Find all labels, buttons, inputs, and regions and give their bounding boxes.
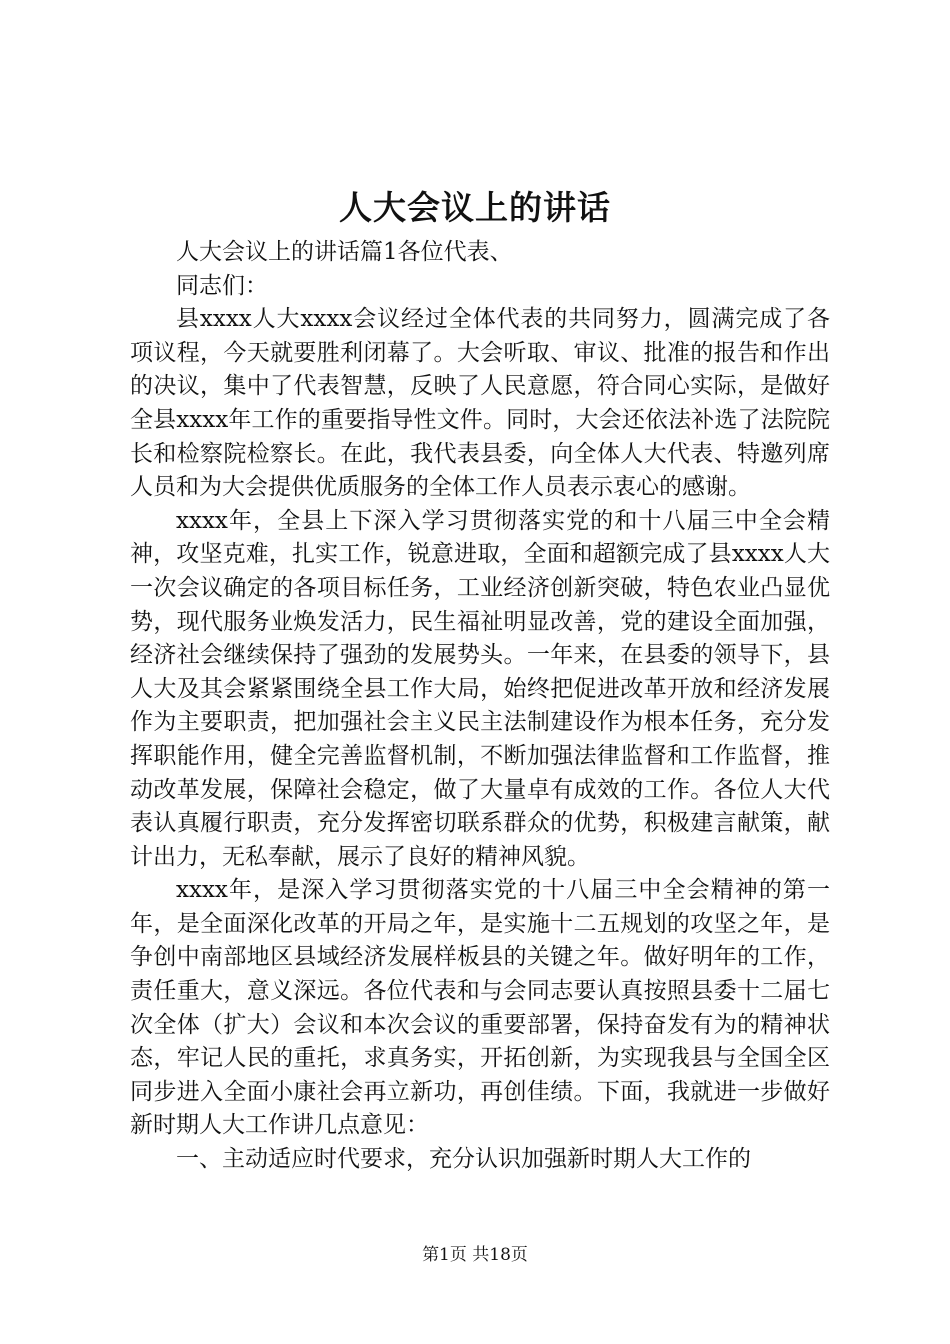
- paragraph: xxxx年，是深入学习贯彻落实党的十八届三中全会精神的第一年，是全面深化改革的开局之年，是实施十二五规划的攻坚之年，是争创中南部地区县域经济发展样板县的关键之年。做好明年的工作，责任重大，意义深远。各位代表和与会同志要认真按照县委十二届七次全体（扩大）会议和本次会议的重要部署，保持奋发有为的精神状态，牢记人民的重托，求真务实，开拓创新，为实现我县与全国全区同步进入全面小康社会再立新功，再创佳绩。下面，我就进一步做好新时期人大工作讲几点意见：: [130, 877, 830, 1139]
- document-body: [130, 236, 830, 1177]
- paragraph: xxxx年，全县上下深入学习贯彻落实党的和十八届三中全会精神，攻坚克难，扎实工作，锐意进取，全面和超额完成了县xxxx人大一次会议确定的各项目标任务，工业经济创新突破，特色农业凸显优势，现代服务业焕发活力，民生福祉明显改善，党的建设全面加强，经济社会继续保持了强劲的发展势头。一年来，在县委的领导下，县人大及其会紧紧围绕全县工作大局，始终把促进改革开放和经济发展作为主要职责，把加强社会主义民主法制建设作为根本任务，充分发挥职能作用，健全完善监督机制，不断加强法律监督和工作监督，推动改革发展，保障社会稳定，做了大量卓有成效的工作。各位人大代表认真履行职责，充分发挥密切联系群众的优势，积极建言献策，献计出力，无私奉献，展示了良好的精神风貌。: [130, 507, 830, 870]
- paragraph-section-heading: 一、主动适应时代要求，充分认识加强新时期人大工作的: [176, 1146, 751, 1173]
- paragraph-salutation: 同志们：: [176, 272, 268, 299]
- paragraph: 县xxxx人大xxxx会议经过全体代表的共同努力，圆满完成了各项议程，今天就要胜利闭幕了。大会听取、审议、批准的报告和作出的决议，集中了代表智慧，反映了人民意愿，符合同心实际，是做好全县xxxx年工作的重要指导性文件。同时，大会还依法补选了法院院长和检察院检察长。在此，我代表县委，向全体人大代表、特邀列席人员和为大会提供优质服务的全体工作人员表示衷心的感谢。: [130, 306, 830, 501]
- document-title: 人大会议上的讲话: [339, 188, 611, 227]
- paragraph-greeting: 人大会议上的讲话篇1各位代表、: [176, 239, 513, 265]
- page-number-footer: 第1页 共18页: [422, 1245, 528, 1265]
